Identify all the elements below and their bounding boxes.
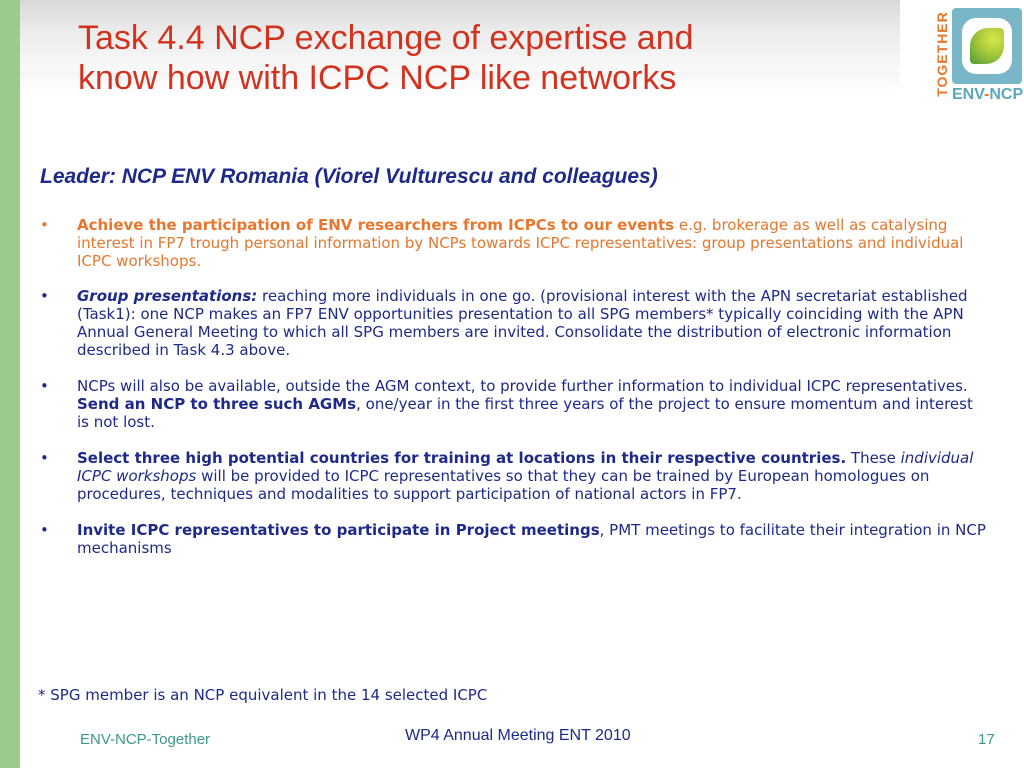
bullet-3-text-a: NCPs will also be available, outside the AGM context, to provide further information to individual ICPC representatives.: [77, 377, 968, 395]
together-env-ncp-logo: [930, 6, 1022, 110]
logo-text-ncp: NCP: [989, 86, 1024, 103]
bullet-marker: •: [40, 287, 49, 305]
logo-text-dash: -: [984, 86, 990, 103]
logo-inner-frame: [962, 18, 1012, 74]
bullet-item: [38, 377, 987, 431]
logo-wordmark-vertical: [930, 6, 948, 110]
footer-event: WP4 Annual Meeting ENT 2010: [405, 727, 631, 744]
bullet-5-text: , PMT meetings to facilitate their integration in NCP mechanisms: [77, 521, 986, 557]
logo-word-together: TOGETHER: [934, 11, 950, 97]
page-number: 17: [978, 731, 995, 748]
bullet-list: [38, 216, 998, 575]
bullet-4-emphasis: individual ICPC workshops: [77, 449, 974, 485]
bullet-marker: •: [40, 216, 49, 234]
bullet-1-text: e.g. brokerage as well as catalysing interest in FP7 trough personal information by NCPs towards ICPC representatives: group presentations and individual ICPC workshops.: [77, 216, 964, 270]
bullet-3-highlight: Send an NCP to three such AGMs: [77, 395, 357, 413]
logo-square-icon: [952, 8, 1022, 84]
left-accent-bar: [0, 0, 20, 768]
bullet-marker: •: [40, 449, 49, 467]
bullet-marker: •: [40, 521, 49, 539]
slide-title: [78, 18, 878, 98]
bullet-4-text-b: will be provided to ICPC representatives so that they can be trained by European homologues on procedures, techniques and modalities to support participation of national actors in FP7.: [77, 467, 930, 503]
title-line-1: Task 4.4 NCP exchange of expertise and: [78, 19, 694, 57]
leader-heading: Leader: NCP ENV Romania (Viorel Vulturescu and colleagues): [40, 165, 658, 188]
footer-project-name: ENV-NCP-Together: [80, 731, 211, 748]
bullet-5-lead: Invite ICPC representatives to participate in Project meetings: [77, 521, 600, 539]
bullet-2-lead: Group presentations:: [77, 287, 258, 305]
bullet-1-lead: Achieve the participation of ENV researchers from ICPCs to our events: [77, 216, 675, 234]
bullet-item: [38, 449, 987, 503]
logo-text-env: ENV: [952, 86, 985, 103]
leaf-icon: [970, 28, 1004, 64]
bullet-4-text-a: These: [846, 449, 901, 467]
bullet-3-text-b: , one/year in the first three years of the project to ensure momentum and interest is not lost.: [77, 395, 973, 431]
bullet-4-lead: Select three high potential countries for training at locations in their respective countries.: [77, 449, 847, 467]
bullet-2-text: reaching more individuals in one go. (provisional interest with the APN secretariat established (Task1): one NCP makes an FP7 ENV opportunities presentation to all SPG members* typically coinciding with the APN Annual General Meeting to which all SPG members are invited. Consolidate the distribution of electronic information described in Task 4.3 above.: [77, 287, 968, 359]
logo-text-env-ncp: [952, 86, 1022, 104]
bullet-item: [38, 216, 987, 270]
footnote: * SPG member is an NCP equivalent in the 14 selected ICPC: [38, 686, 488, 704]
bullet-item: [38, 287, 987, 359]
bullet-marker: •: [40, 377, 49, 395]
bullet-item: [38, 521, 987, 557]
title-line-2: know how with ICPC NCP like networks: [78, 59, 677, 97]
